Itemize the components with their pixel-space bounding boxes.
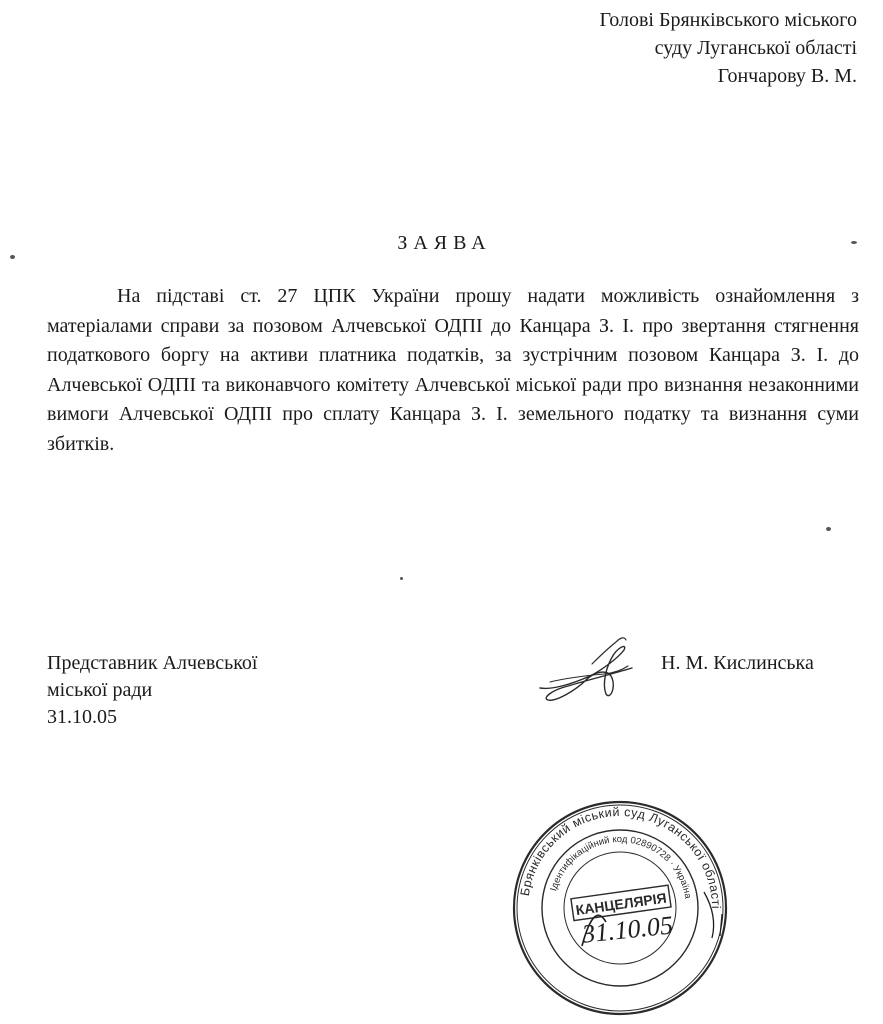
stamp-office-label: КАНЦЕЛЯРІЯ (574, 889, 668, 919)
representative-block (47, 650, 257, 731)
stamp-handwritten-date: 31.10.05 (580, 910, 675, 949)
application-body-text: На підставі ст. 27 ЦПК України прошу надати можливість ознайомлення з матеріалами справи за позовом Алчевської ОДПІ до Канцара З. І. про звертання стягнення податкового боргу на активи платника податків, за зустрічним позовом Канцара З. І. до Алчевської ОДПІ та виконавчого комітету Алчевської міської ради про визнання незаконними вимоги Алчевської ОДПІ про сплату Канцара З. І. земельного податку та визнання суми збитків. (47, 285, 859, 455)
svg-text:Брянківський міський суд Луган: Брянківський міський суд Луганської області (517, 804, 724, 910)
representative-position-line-2: міської ради (47, 679, 153, 701)
court-office-stamp (508, 796, 732, 1020)
svg-text:Ідентифікаційний код 02890728: Ідентифікаційний код 02890728 · Україна (548, 833, 694, 900)
addressee-line-3: Гончарову В. М. (717, 65, 857, 87)
addressee-block (599, 6, 857, 90)
representative-position-line-1: Представник Алчевської (47, 652, 258, 674)
document-date: 31.10.05 (47, 706, 117, 728)
signatory-name: Н. М. Кислинська (661, 652, 814, 674)
addressee-line-2: суду Луганської області (654, 37, 857, 59)
addressee-line-1: Голові Брянківського міського (599, 9, 857, 31)
paper-speck (826, 527, 831, 531)
document-title: ЗАЯВА (397, 232, 492, 254)
paper-speck (400, 577, 403, 580)
paper-speck (10, 255, 15, 259)
handwritten-signature (532, 628, 644, 712)
